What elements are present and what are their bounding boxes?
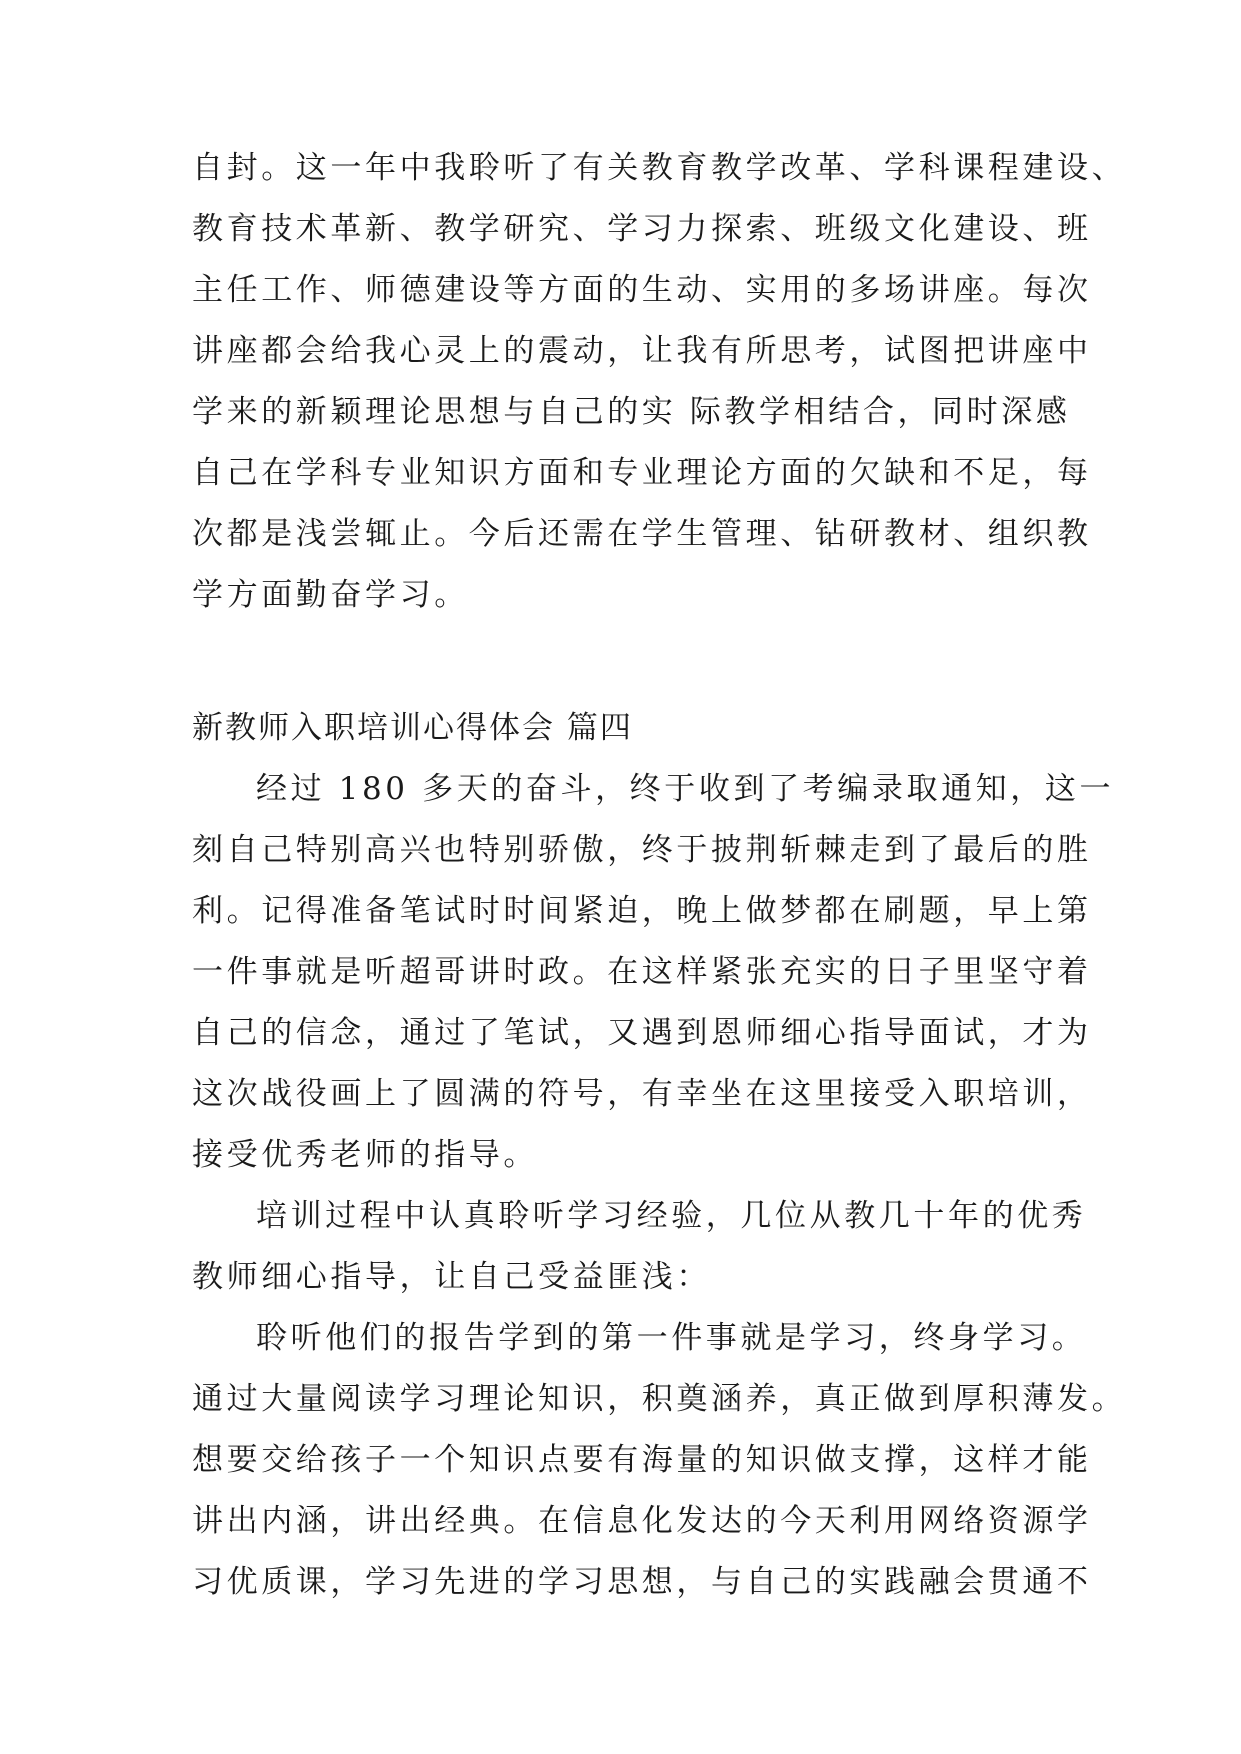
text-line: 自封。这一年中我聆听了有关教育教学改革、学科课程建设、 [192,150,1127,186]
paragraph-3 [192,1186,1087,1308]
text-line: 经过 180 多天的奋斗，终于收到了考编录取通知，这一 [256,771,1115,807]
text-line: 学来的新颖理论思想与自己的实 际教学相结合，同时深感 [192,394,1071,430]
text-line: 刻自己特别高兴也特别骄傲，终于披荆斩棘走到了最后的胜 [192,832,1092,868]
text-line: 教育技术革新、教学研究、学习力探索、班级文化建设、班 [192,211,1092,247]
text-line: 自己在学科专业知识方面和专业理论方面的欠缺和不足，每 [192,455,1092,491]
paragraph-1 [192,138,1127,626]
text-line: 教师细心指导，让自己受益匪浅： [192,1259,711,1295]
text-line: 自己的信念，通过了笔试，又遇到恩师细心指导面试，才为 [192,1015,1092,1051]
text-line: 聆听他们的报告学到的第一件事就是学习，终身学习。 [256,1320,1087,1356]
text-line: 一件事就是听超哥讲时政。在这样紧张充实的日子里坚守着 [192,954,1092,990]
text-line: 利。记得准备笔试时时间紧迫，晚上做梦都在刷题，早上第 [192,893,1092,929]
text-line: 通过大量阅读学习理论知识，积奠涵养，真正做到厚积薄发。 [192,1381,1127,1417]
text-line: 接受优秀老师的指导。 [192,1137,538,1173]
document-body [192,138,1127,1613]
section-gap [192,626,1072,698]
text-line: 培训过程中认真聆听学习经验，几位从教几十年的优秀 [256,1198,1087,1234]
text-line: 想要交给孩子一个知识点要有海量的知识做支撑，这样才能 [192,1442,1092,1478]
text-line: 主任工作、师德建设等方面的生动、实用的多场讲座。每次 [192,272,1092,308]
text-line: 这次战役画上了圆满的符号，有幸坐在这里接受入职培训， [192,1076,1092,1112]
text-line: 次都是浅尝辄止。今后还需在学生管理、钻研教材、组织教 [192,516,1092,552]
section-heading: 新教师入职培训心得体会 篇四 [192,710,633,746]
text-line: 讲出内涵，讲出经典。在信息化发达的今天利用网络资源学 [192,1503,1092,1539]
paragraph-4 [192,1308,1127,1613]
paragraph-2 [192,759,1115,1186]
text-line: 学方面勤奋学习。 [192,577,469,613]
text-line: 习优质课，学习先进的学习思想，与自己的实践融会贯通不 [192,1564,1092,1600]
text-line: 讲座都会给我心灵上的震动，让我有所思考，试图把讲座中 [192,333,1092,369]
